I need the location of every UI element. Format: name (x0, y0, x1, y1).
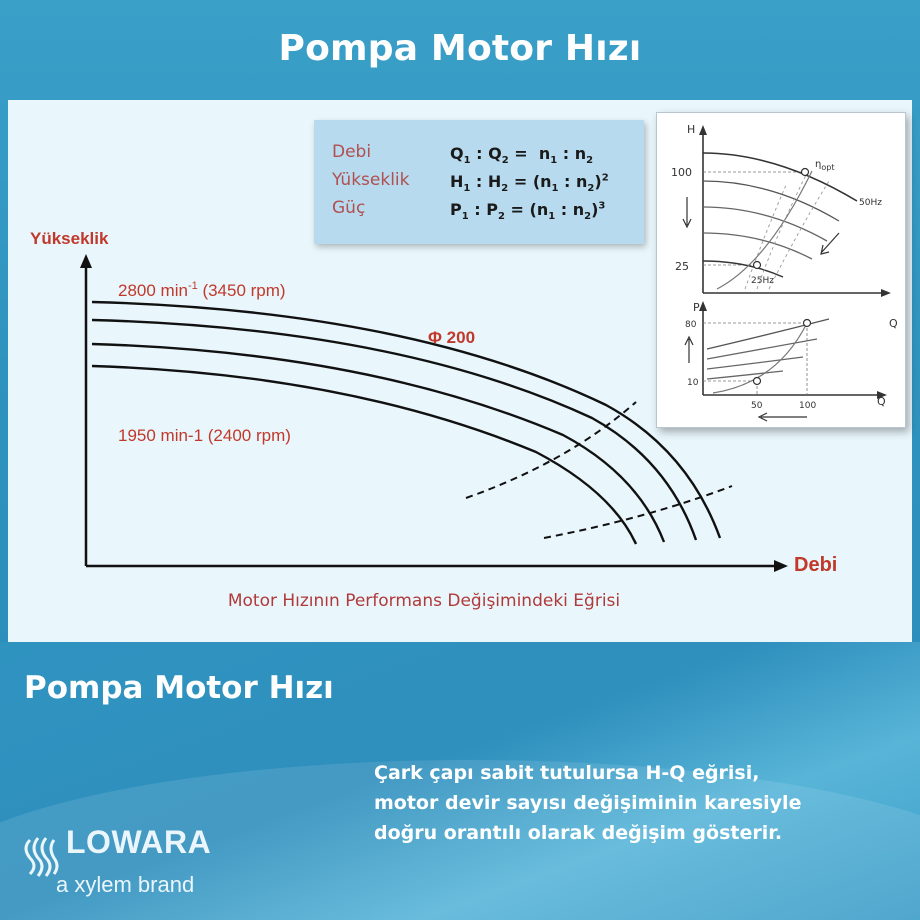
inset-diag-arrow (821, 233, 839, 254)
top-curve-label: 2800 $\min^{-1} (3450$ rpm) (118, 280, 286, 300)
chart-caption: Motor Hızının Performans Değişimindeki Eğrisi (227, 591, 621, 611)
page-title: Pompa Motor Hızı (278, 28, 642, 69)
y-axis-label: Yükseklik (30, 229, 109, 248)
inset-opt-point-low (754, 262, 761, 269)
inset-tick-10: 10 (687, 378, 699, 388)
inset-bottom-x-label: Q (877, 395, 886, 408)
inset-top-x-arrow (881, 289, 891, 297)
inset-eff-dashes (745, 173, 829, 289)
inset-opt-point-top (802, 169, 809, 176)
inset-hq-diagram (656, 112, 906, 428)
description-line-3: doğru orantılı olarak değişim gösterir. (374, 822, 783, 844)
inset-tick-100: 100 (671, 166, 692, 179)
description-line-2: motor devir sayısı değişiminin karesiyle (374, 792, 802, 814)
inset-50hz-label: 50Hz (859, 198, 882, 208)
brand-tagline: a xylem brand (56, 872, 195, 897)
inset-up-arrow (685, 337, 693, 363)
description-line-1: Çark çapı sabit tutulursa H-Q eğrisi, (374, 762, 760, 784)
affinity-formula-box (314, 120, 644, 244)
dashed-curve-upper (466, 402, 636, 498)
inset-svg (657, 113, 905, 427)
formula-flow: $Q_1$ : $Q_2 = n_1$ : $n_2$ (450, 144, 594, 167)
formula-label-flow: Debi (332, 142, 372, 162)
x-axis-arrow (774, 560, 788, 572)
inset-hq-curve-2 (703, 181, 839, 221)
inset-top-x-label: Q (889, 317, 898, 330)
formula-label-head: Yükseklik (332, 170, 410, 190)
inset-top-y-label: H (687, 123, 696, 136)
inset-tick-x-100: 100 (799, 401, 817, 411)
inset-top-y-arrow (699, 125, 707, 135)
pump-curve-4 (92, 366, 636, 544)
inset-pq-curve-3 (707, 357, 803, 369)
formula-head: $H_1$ : $H_2 = (n_1$ : $n_2)^2$ (450, 172, 609, 195)
inset-tick-25: 25 (675, 260, 689, 273)
inset-eta-label: $\eta_{opt}$ (815, 159, 835, 172)
inset-pq-point-high (804, 320, 811, 327)
pump-curve-1 (92, 302, 720, 538)
inset-hq-curve-25hz (703, 261, 783, 277)
inset-pq-point-low (754, 378, 761, 385)
inset-bottom-y-label: P (693, 301, 700, 314)
inset-25hz-label: 25Hz (751, 276, 774, 286)
brand-name: LOWARA (66, 824, 212, 860)
y-axis-arrow (80, 254, 92, 268)
diameter-label: Φ 200 (428, 328, 476, 347)
inset-pq-curve-4 (707, 371, 783, 379)
inset-tick-80: 80 (685, 320, 697, 330)
inset-hq-curve-4 (703, 233, 812, 259)
inset-pq-curve-2 (707, 339, 817, 359)
formula-power: $P_1$ : $P_2 = (n_1$ : $n_2)^3$ (450, 200, 606, 223)
dashed-curve-lower (544, 486, 732, 538)
footer-title: Pompa Motor Hızı (24, 670, 334, 706)
inset-tick-x-50: 50 (751, 401, 763, 411)
inset-down-arrow (683, 197, 691, 227)
bottom-curve-label: 1950 min-1 (2400 rpm) (118, 426, 291, 445)
description-text (374, 758, 894, 848)
inset-left-arrow (759, 413, 807, 421)
x-axis-label: Debi (794, 554, 838, 576)
inset-bottom-y-arrow (699, 301, 707, 311)
formula-label-power: Güç (332, 198, 366, 218)
